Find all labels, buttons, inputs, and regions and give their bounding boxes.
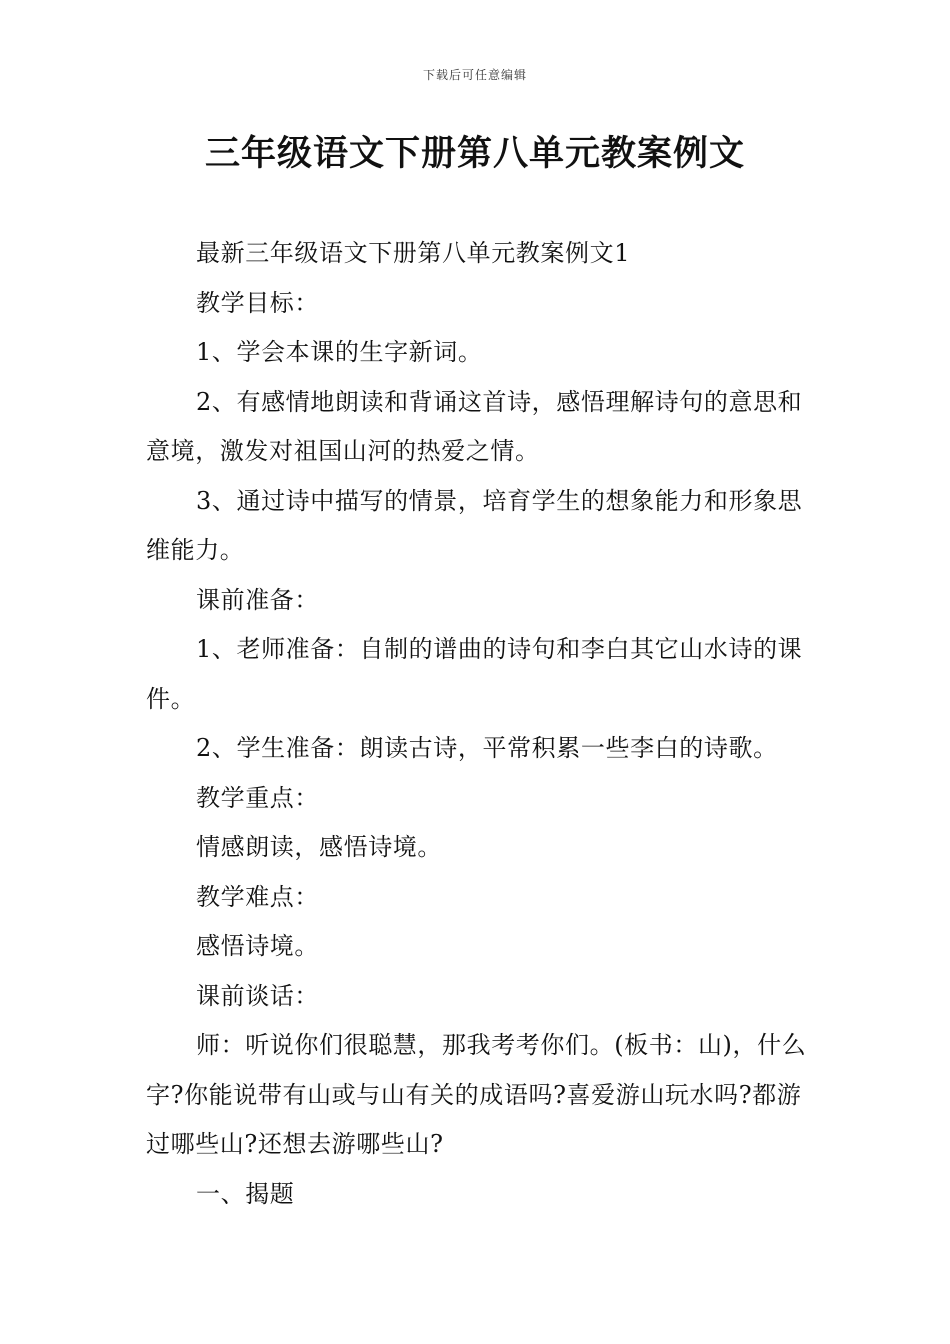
paragraph-key-points: 情感朗读，感悟诗境。 bbox=[196, 833, 442, 861]
paragraph-goal-2: 2、有感情地朗读和背诵这首诗，感悟理解诗句的意思和意境，激发对祖国山河的热爱之情。 bbox=[146, 387, 803, 465]
heading-pre-class-talk: 课前谈话： bbox=[196, 981, 319, 1010]
paragraph-difficulties: 感悟诗境。 bbox=[196, 932, 319, 960]
heading-preparation: 课前准备： bbox=[196, 585, 319, 614]
paragraph-prep-student: 2、学生准备：朗读古诗，平常积累一些李白的诗歌。 bbox=[196, 734, 778, 762]
header-note: 下载后可任意编辑 bbox=[422, 68, 527, 82]
heading-difficulties: 教学难点： bbox=[196, 882, 319, 911]
paragraph-teacher-talk: 师：听说你们很聪慧，那我考考你们。(板书：山)，什么字?你能说带有山或与山有关的成语吗?喜爱游山玩水吗?都游过哪些山?还想去游哪些山? bbox=[146, 1031, 807, 1158]
heading-teaching-goals: 教学目标： bbox=[196, 288, 319, 317]
heading-key-points: 教学重点： bbox=[196, 783, 319, 812]
paragraph-subtitle: 最新三年级语文下册第八单元教案例文1 bbox=[196, 239, 631, 267]
paragraph-goal-3: 3、通过诗中描写的情景，培育学生的想象能力和形象思维能力。 bbox=[146, 486, 803, 564]
paragraph-goal-1: 1、学会本课的生字新词。 bbox=[196, 338, 483, 366]
heading-section-one: 一、揭题 bbox=[196, 1179, 295, 1208]
document-title: 三年级语文下册第八单元教案例文 bbox=[204, 134, 745, 174]
document-body bbox=[146, 229, 808, 1219]
paragraph-prep-teacher: 1、老师准备：自制的谱曲的诗句和李白其它山水诗的课件。 bbox=[146, 635, 803, 713]
